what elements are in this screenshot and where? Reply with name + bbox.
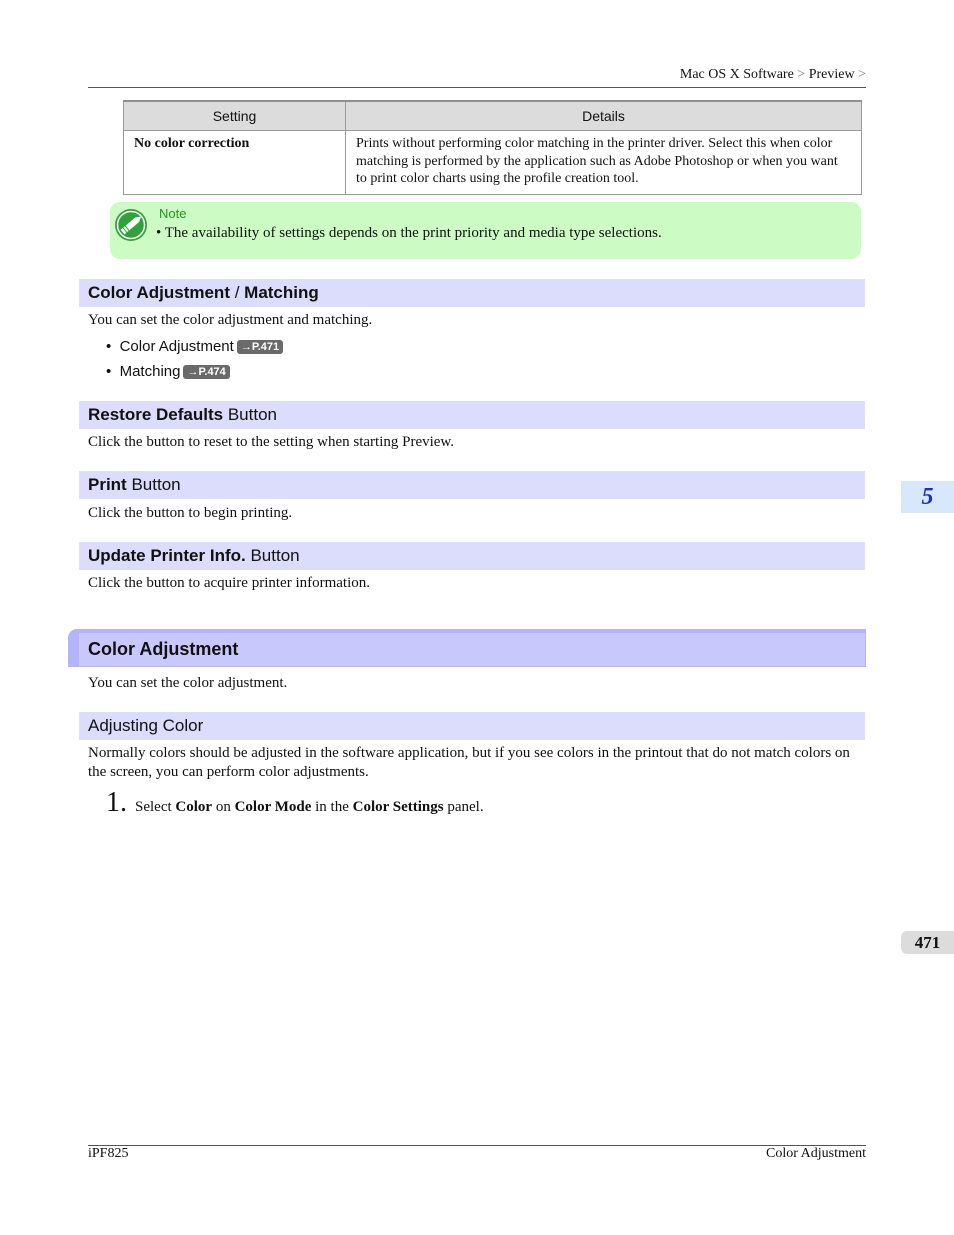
step-text-part: panel. <box>443 799 484 815</box>
section-title-rest: Button <box>223 405 277 424</box>
footer-chapter: Color Adjustment <box>766 1146 866 1161</box>
header-divider <box>88 87 866 88</box>
section-body-text: Click the button to reset to the setting when starting Preview. <box>88 434 455 450</box>
step-text-bold: Color Settings <box>352 799 444 815</box>
step-text-bold: Color Mode <box>234 799 312 815</box>
details-cell: Prints without performing color matching in the printer driver. Select this when color matching is performed by the application such as Adobe Photoshop or when you want to print color charts using the profile creation tool. <box>346 131 862 195</box>
list-item: • Matching →P.474 <box>106 363 230 380</box>
note-label: Note <box>159 206 187 221</box>
chapter-tab[interactable]: 5 <box>901 481 954 513</box>
step-text-bold: Color <box>175 799 213 815</box>
chapter-title: Color Adjustment <box>79 633 865 666</box>
section-title-bold: Update Printer Info. <box>88 546 246 565</box>
list-item-label: Color Adjustment <box>119 338 234 355</box>
section-header-print <box>79 471 865 499</box>
note-text: • The availability of settings depends on the print priority and media type selections. <box>156 225 662 241</box>
setting-cell: No color correction <box>124 131 346 195</box>
section-header-color-adjustment-matching <box>79 279 865 307</box>
list-item-label: Matching <box>119 363 181 380</box>
step-number: 1. <box>106 787 127 818</box>
page-number-tab: 471 <box>901 931 954 954</box>
page-ref-link[interactable]: →P.471 <box>237 340 283 354</box>
step-text <box>135 799 484 816</box>
column-header-details: Details <box>346 101 862 131</box>
breadcrumb-separator: > <box>797 67 806 82</box>
breadcrumb-separator: > <box>858 67 866 82</box>
section-header-restore-defaults <box>79 401 865 429</box>
section-body-text: Normally colors should be adjusted in the software application, but if you see colors in the printout that do not match colors on the screen, you can perform color adjustments. <box>88 745 850 780</box>
table-header-row <box>124 101 862 131</box>
section-header-update-printer-info <box>79 542 865 570</box>
section-header-adjusting-color <box>79 712 865 740</box>
chapter-body-text: You can set the color adjustment. <box>88 675 288 691</box>
breadcrumb-item: Mac OS X Software <box>679 67 794 82</box>
settings-table <box>123 100 862 195</box>
pencil-note-icon <box>114 208 148 242</box>
section-title: Adjusting Color <box>88 716 204 735</box>
section-title-bold: Print <box>88 475 127 494</box>
list-item: • Color Adjustment →P.471 <box>106 338 283 355</box>
section-body-text: Click the button to acquire printer information. <box>88 575 371 591</box>
section-title-rest: Button <box>126 475 181 494</box>
breadcrumb <box>680 67 866 83</box>
table-row <box>124 131 862 195</box>
column-header-setting: Setting <box>124 101 346 131</box>
step-text-part: on <box>212 799 235 815</box>
section-body-text: Click the button to begin printing. <box>88 505 293 521</box>
section-title-part: Matching <box>244 283 319 302</box>
breadcrumb-item: Preview <box>808 67 855 82</box>
section-title-part: Color Adjustment <box>88 283 230 302</box>
section-title-bold: Restore Defaults <box>88 405 224 424</box>
section-title-separator: / <box>229 283 245 302</box>
note-text-content: The availability of settings depends on the print priority and media type selections. <box>164 225 662 241</box>
step-text-part: Select <box>135 799 176 815</box>
section-title-rest: Button <box>245 546 300 565</box>
footer-divider <box>88 1145 866 1146</box>
step-text-part: in the <box>311 799 353 815</box>
section-body-text: You can set the color adjustment and matching. <box>88 312 373 328</box>
page-ref-link[interactable]: →P.474 <box>183 365 229 379</box>
footer-model: iPF825 <box>88 1146 129 1161</box>
